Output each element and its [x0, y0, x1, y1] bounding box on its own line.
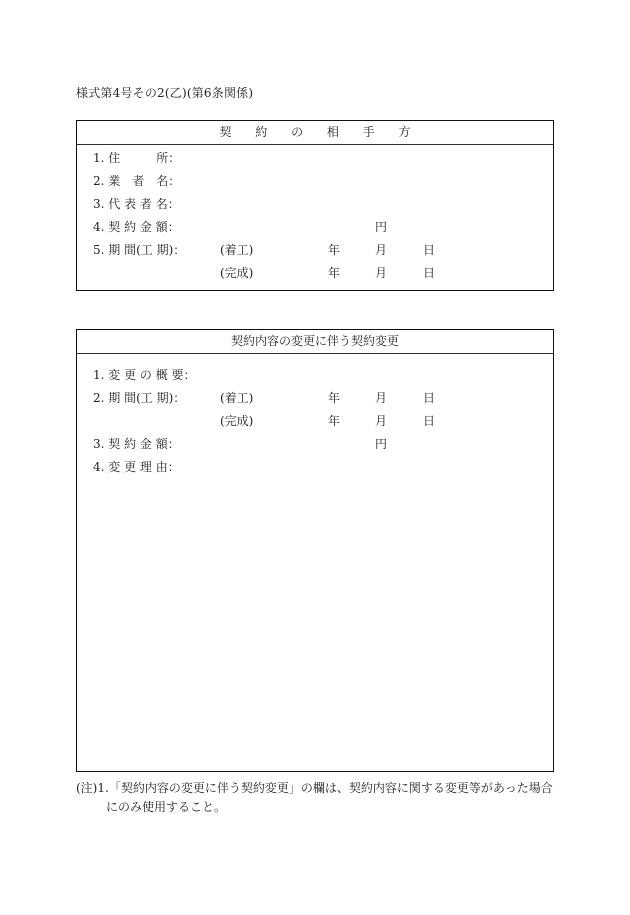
day-unit: 日 [423, 266, 436, 280]
year-unit: 年 [328, 266, 341, 280]
contract-amount-label: 4. 契 約 金 額： [93, 220, 180, 234]
day-unit: 日 [423, 243, 436, 257]
day-unit: 日 [423, 391, 436, 405]
yen-unit: 円 [375, 437, 388, 451]
end-sub-label: (完成) [220, 414, 254, 428]
change-amount-label: 3. 契 約 金 額： [93, 437, 180, 451]
period-label: 5. 期 間(工 期)： [93, 243, 186, 257]
contract-party-header: 契 約 の 相 手 方 [77, 121, 553, 145]
address-label: 1. 住 所： [93, 151, 181, 165]
year-unit: 年 [328, 243, 341, 257]
start-sub-label: (着工) [220, 243, 254, 257]
contract-change-box [76, 329, 554, 772]
representative-label: 3. 代 表 者 名： [93, 197, 180, 211]
company-name-label: 2. 業 者 名： [93, 174, 181, 188]
change-period-label: 2. 期 間(工 期)： [93, 391, 186, 405]
start-sub-label: (着工) [220, 391, 254, 405]
yen-unit: 円 [375, 220, 388, 234]
month-unit: 月 [375, 243, 388, 257]
year-unit: 年 [328, 414, 341, 428]
end-sub-label: (完成) [220, 266, 254, 280]
footnote-continuation: にのみ使用すること。 [106, 800, 227, 814]
change-reason-label: 4. 変 更 理 由： [93, 460, 180, 474]
day-unit: 日 [423, 414, 436, 428]
month-unit: 月 [375, 266, 388, 280]
contract-party-box [76, 120, 554, 291]
month-unit: 月 [375, 414, 388, 428]
month-unit: 月 [375, 391, 388, 405]
contract-change-header: 契約内容の変更に伴う契約変更 [77, 330, 553, 354]
year-unit: 年 [328, 391, 341, 405]
change-summary-label: 1. 変 更 の 概 要： [93, 368, 196, 382]
form-title: 様式第4号その2(乙)(第6条関係) [76, 86, 254, 100]
footnote: (注)1.「契約内容の変更に伴う契約変更」の欄は、契約内容に関する変更等があった場合 [76, 781, 553, 795]
